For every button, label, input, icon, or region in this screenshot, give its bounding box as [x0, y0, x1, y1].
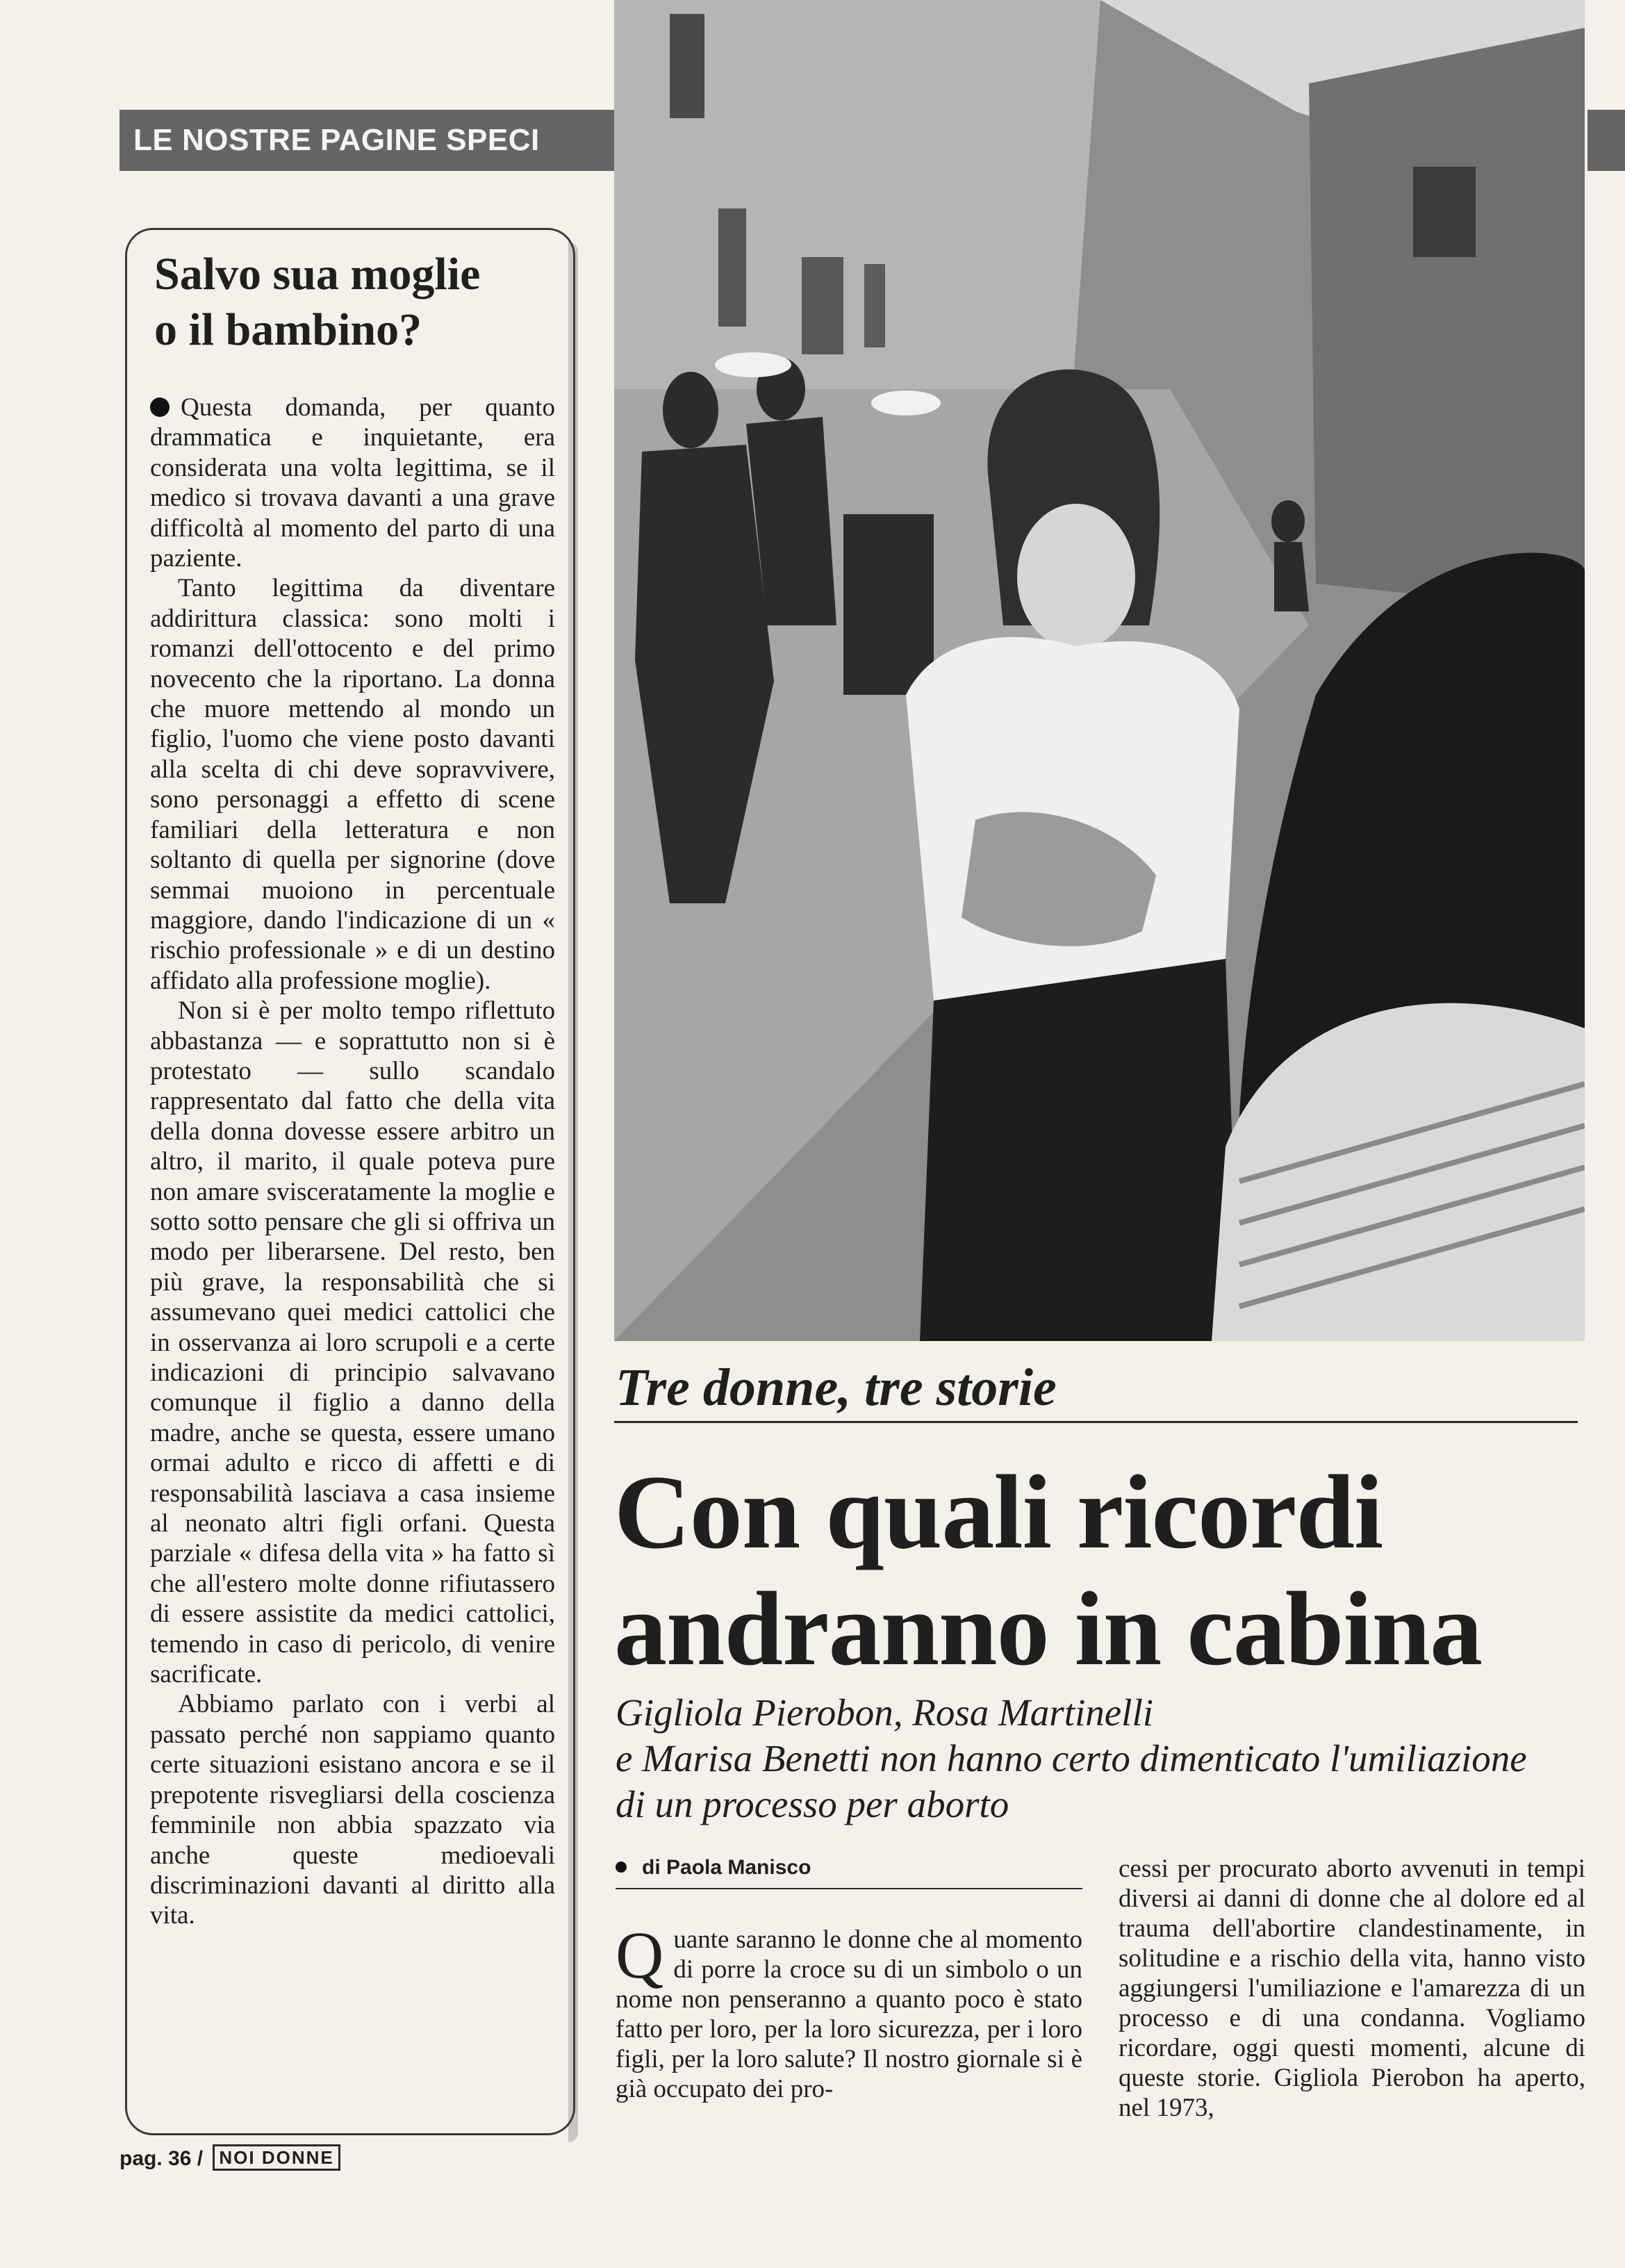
sidebar-paragraph-text: Questa domanda, per quanto drammatica e inquietante, era considerata una volta legittima, se il medico si trovava davanti a una grave difficoltà al momento del parto di una paziente.: [150, 393, 555, 573]
sidebar-title-line1: Salvo sua moglie: [154, 249, 481, 299]
byline: [616, 1854, 811, 1882]
sidebar-title: [154, 247, 557, 358]
deck-line1: Gigliola Pierobon, Rosa Martinelli: [616, 1691, 1154, 1734]
section-banner: LE NOSTRE PAGINE SPECI: [119, 110, 614, 171]
headline-line1: Con quali ricordi: [614, 1454, 1383, 1570]
article-headline: [614, 1454, 1482, 1687]
page-number: pag. 36 /: [119, 2147, 204, 2170]
bullet-icon: [616, 1862, 627, 1873]
byline-rule: [616, 1888, 1082, 1889]
page-footer: [119, 2144, 340, 2171]
sidebar-paragraph: Tanto legittima da diventare addirittura classica: sono molti i romanzi dell'ottocento e del primo novecento che la riportano. La donna che muore mettendo al mondo un figlio, l'uomo che viene posto davanti alla scelta di chi deve sopravvivere, sono personaggi a effetto di scene familiari della letteratura e non soltanto di quella per signorine (dove semmai muoiono in percentuale maggiore, dando l'indicazione di un « rischio professionale » e di un destino affidato alla professione moglie).: [150, 574, 555, 995]
article-deck: [616, 1690, 1588, 1827]
sidebar-paragraph: Non si è per molto tempo riflettuto abbastanza — e soprattutto non si è protestato — sullo scandalo rappresentato dal fatto che della vita della donna dovesse essere arbitro un altro, il marito, il quale poteva pure non amare svisceratamente la moglie e sotto sotto pensare che gli si offriva un modo per liberarsene. Del resto, ben più grave, la responsabilità che si assumevano quei medici cattolici che in osservanza ai loro scrupoli e a certe indicazioni di principio salvavano comunque il figlio a danno della madre, anche se questa, essere umano ormai adulto e ricco di affetti e di responsabilità lasciava a casa insieme al neonato altri figli orfani. Questa parziale « difesa della vita » ha fatto sì che all'estero molte donne rifiutassero di essere assistite da medici cattolici, temendo in caso di pericolo, di venire sacrificate.: [150, 996, 555, 1689]
street-photo: [614, 0, 1585, 1341]
magazine-logo: NOI DONNE: [213, 2144, 340, 2171]
deck-line2: e Marisa Benetti non hanno certo dimenticato l'umiliazione: [616, 1737, 1527, 1780]
article-column-1: [616, 1918, 1082, 2104]
kicker-rule: [614, 1421, 1578, 1423]
sidebar-title-line2: o il bambino?: [154, 304, 422, 355]
bullet-icon: [150, 397, 170, 417]
article-kicker: Tre donne, tre storie: [616, 1358, 1057, 1417]
section-banner-tab: [1587, 110, 1625, 171]
column-1-text: uante saranno le donne che al momento di porre la croce su di un simbolo o un nome non penseranno a quanto poco è stato fatto per loro, per la loro sicurezza, per i loro figli, per la loro salute? Il nostro giornale si è già occupato dei pro-: [616, 1925, 1082, 2103]
headline-line2: andranno in cabina: [614, 1570, 1483, 1687]
deck-line3: di un processo per aborto: [616, 1783, 1009, 1825]
sidebar-paragraph: Abbiamo parlato con i verbi al passato perché non sappiamo quanto certe situazioni esistano ancora e se il prepotente risvegliarsi della coscienza femminile non abbia spazzato via anche queste medioevali discriminazioni davanti al diritto alla vita.: [150, 1690, 555, 1930]
sidebar-body: [150, 393, 555, 1931]
byline-text: di Paola Manisco: [642, 1856, 811, 1879]
drop-cap: Q: [616, 1918, 664, 1992]
sidebar-paragraph: [150, 393, 555, 573]
article-column-2: cessi per procurato aborto avvenuti in tempi diversi ai danni di donne che al dolore ed al trauma dell'abortire clandestinamente, in solitudine e a rischio della vita, hanno visto aggiungersi l'umiliazione e l'amarezza di un processo e di una condanna. Vogliamo ricordare, oggi questi momenti, alcune di queste storie. Gigliola Pierobon ha aperto, nel 1973,: [1119, 1855, 1585, 2122]
